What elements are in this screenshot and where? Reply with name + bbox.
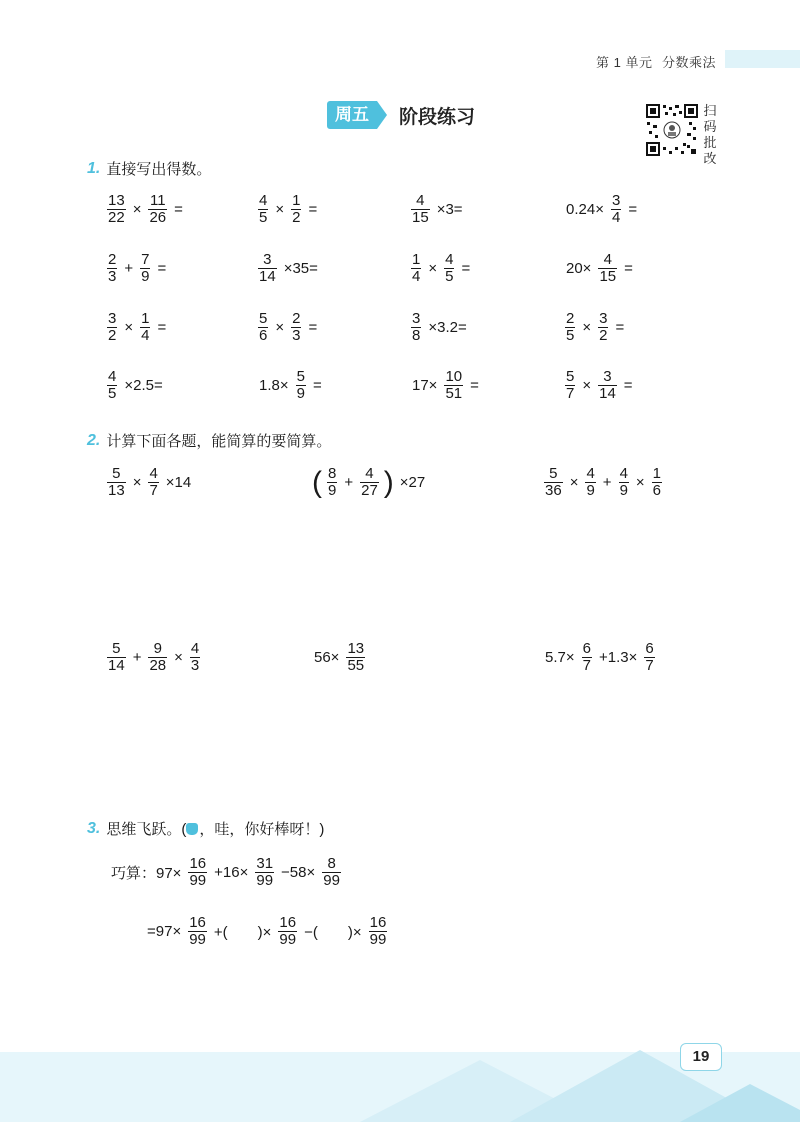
fraction xyxy=(258,311,268,344)
expression-text: ×3.2= xyxy=(428,319,467,336)
denominator: 7 xyxy=(582,657,591,674)
numerator: 6 xyxy=(645,640,654,657)
expression-text: = xyxy=(623,377,633,394)
fraction xyxy=(327,466,337,499)
question-1-heading xyxy=(87,158,211,179)
numerator: 4 xyxy=(259,192,268,209)
fraction xyxy=(585,466,595,499)
numerator: 3 xyxy=(603,368,612,385)
numerator: 2 xyxy=(108,251,117,268)
question-text: 思维飞跃。( xyxy=(106,821,187,838)
oral-calc-item xyxy=(562,193,641,226)
fraction xyxy=(544,466,563,499)
question-number: 2. xyxy=(87,431,101,449)
footer-decoration xyxy=(360,1040,800,1122)
fraction xyxy=(411,252,421,285)
numerator: 8 xyxy=(327,855,336,872)
expression-text: = xyxy=(461,260,471,277)
trick-calculation-line-2 xyxy=(143,915,390,948)
numerator: 7 xyxy=(141,251,150,268)
expression-text: = xyxy=(615,319,625,336)
question-number: 1. xyxy=(87,159,101,177)
scan-to-grade-label xyxy=(703,103,717,167)
denominator: 15 xyxy=(599,268,617,285)
expression-text: = xyxy=(157,319,167,336)
fraction xyxy=(296,369,306,402)
denominator: 9 xyxy=(328,482,337,499)
denominator: 14 xyxy=(259,268,276,285)
denominator: 55 xyxy=(347,657,365,674)
denominator: 15 xyxy=(412,209,429,226)
fraction xyxy=(322,856,341,889)
expression-text: = xyxy=(470,377,479,394)
expression-text: = xyxy=(628,201,638,218)
numerator: 6 xyxy=(582,640,591,657)
denominator: 14 xyxy=(108,657,125,674)
expression-text: ×35= xyxy=(283,260,318,277)
scan-char: 码 xyxy=(703,119,717,134)
denominator: 9 xyxy=(296,385,305,402)
oral-calc-item xyxy=(408,252,474,285)
oral-calc-item xyxy=(408,369,483,402)
numerator: 8 xyxy=(328,465,337,482)
header-accent-bar xyxy=(725,50,800,68)
numerator: 4 xyxy=(149,465,158,482)
fraction xyxy=(565,369,575,402)
thumbs-up-icon xyxy=(186,823,198,835)
numerator: 1 xyxy=(141,310,150,327)
denominator: 4 xyxy=(611,209,621,226)
oral-calc-item xyxy=(104,252,170,285)
calc-item xyxy=(104,466,195,499)
fraction xyxy=(188,856,207,889)
expression-text: × xyxy=(582,377,592,394)
oral-calc-item xyxy=(104,369,167,402)
denominator: 7 xyxy=(645,657,654,674)
expression-text: × xyxy=(635,474,645,491)
expression-text: ×2.5= xyxy=(124,377,163,394)
expression-text: ×27 xyxy=(399,474,426,491)
calc-item xyxy=(541,641,658,674)
denominator: 2 xyxy=(108,327,117,344)
expression-text: 5.7× xyxy=(545,649,575,666)
expression-text: × xyxy=(124,319,134,336)
fraction xyxy=(190,641,200,674)
numerator: 4 xyxy=(365,465,374,482)
parenthesis: ) xyxy=(383,465,394,499)
expression-text: = xyxy=(312,377,322,394)
denominator: 22 xyxy=(108,209,125,226)
fraction xyxy=(411,311,421,344)
denominator: 5 xyxy=(108,385,117,402)
numerator: 5 xyxy=(549,465,558,482)
denominator: 2 xyxy=(292,209,301,226)
numerator: 1 xyxy=(412,251,421,268)
question-text: 计算下面各题，能简算的要简算。 xyxy=(106,433,332,450)
oral-calc-item xyxy=(255,252,322,285)
fraction xyxy=(258,193,268,226)
fraction xyxy=(411,193,430,226)
fraction xyxy=(291,311,301,344)
denominator: 51 xyxy=(445,385,463,402)
expression-text: × xyxy=(428,260,438,277)
expression-text: =97× xyxy=(147,923,182,940)
fraction xyxy=(598,252,617,285)
title-badge-arrow xyxy=(377,101,387,129)
oral-calc-item xyxy=(408,193,467,226)
question-3-heading xyxy=(87,818,324,839)
expression-text: +16× xyxy=(214,864,249,881)
numerator: 4 xyxy=(445,251,454,268)
header-topic: 分数乘法 xyxy=(662,55,717,70)
oral-calc-item xyxy=(562,311,628,344)
denominator: 3 xyxy=(190,657,200,674)
numerator: 5 xyxy=(112,640,121,657)
denominator: 3 xyxy=(292,327,301,344)
numerator: 13 xyxy=(108,192,125,209)
denominator: 99 xyxy=(189,931,206,948)
expression-text: 0.24× xyxy=(566,201,604,218)
denominator: 99 xyxy=(256,872,274,889)
expression-text: × xyxy=(569,474,579,491)
expression-text: × xyxy=(275,319,285,336)
fraction xyxy=(644,641,654,674)
denominator: 36 xyxy=(545,482,562,499)
denominator: 28 xyxy=(149,657,167,674)
denominator: 5 xyxy=(259,209,268,226)
fraction xyxy=(140,311,150,344)
expression-text: × xyxy=(582,319,592,336)
fraction xyxy=(148,193,167,226)
parenthesis: ( xyxy=(312,465,322,499)
numerator: 4 xyxy=(619,465,628,482)
calc-item xyxy=(541,466,665,499)
fraction xyxy=(291,193,301,226)
denominator: 14 xyxy=(599,385,616,402)
expression-text: ×3= xyxy=(436,201,463,218)
oral-calc-item xyxy=(255,193,321,226)
calc-item xyxy=(104,641,203,674)
fraction xyxy=(611,193,621,226)
expression-text: +1.3× xyxy=(598,649,638,666)
expression-text: −( )× xyxy=(304,924,362,941)
denominator: 99 xyxy=(369,931,387,948)
numerator: 10 xyxy=(445,368,463,385)
expression-text: 20× xyxy=(566,260,592,277)
scan-char: 批 xyxy=(703,135,717,150)
question-number: 3. xyxy=(87,819,101,837)
denominator: 4 xyxy=(141,327,150,344)
denominator: 7 xyxy=(149,482,158,499)
numerator: 4 xyxy=(190,640,200,657)
fraction xyxy=(107,641,126,674)
oral-calc-item xyxy=(562,369,637,402)
oral-calc-item xyxy=(104,311,170,344)
denominator: 99 xyxy=(279,931,297,948)
denominator: 6 xyxy=(652,482,662,499)
expression-text: 巧算：97× xyxy=(111,865,182,882)
title-text: 阶段练习 xyxy=(399,106,476,128)
expression-text: + xyxy=(602,474,612,491)
fraction xyxy=(188,915,207,948)
expression-text: +( )× xyxy=(213,924,272,941)
title-badge: 周五 xyxy=(327,101,377,129)
expression-text: ×14 xyxy=(165,474,192,491)
expression-text: = xyxy=(308,319,318,336)
numerator: 3 xyxy=(599,310,608,327)
fraction xyxy=(598,311,608,344)
trick-calculation-line-1 xyxy=(107,856,344,889)
expression-text: 1.8× xyxy=(259,377,289,394)
expression-text: + xyxy=(124,260,134,277)
expression-text: = xyxy=(174,201,183,218)
oral-calc-item xyxy=(562,252,637,285)
expression-text: −58× xyxy=(281,864,316,881)
denominator: 7 xyxy=(566,385,575,402)
question-text: 直接写出得数。 xyxy=(106,161,212,178)
numerator: 3 xyxy=(611,192,621,209)
fraction xyxy=(140,252,150,285)
denominator: 3 xyxy=(108,268,117,285)
denominator: 8 xyxy=(412,327,421,344)
numerator: 5 xyxy=(566,368,575,385)
numerator: 3 xyxy=(263,251,272,268)
calc-item xyxy=(310,641,368,674)
expression-text: × xyxy=(275,201,285,218)
oral-calc-item xyxy=(104,193,187,226)
expression-text: × xyxy=(174,649,183,666)
numerator: 16 xyxy=(279,914,297,931)
expression-text: × xyxy=(132,474,142,491)
fraction xyxy=(652,466,662,499)
expression-text: = xyxy=(308,201,318,218)
numerator: 3 xyxy=(108,310,117,327)
fraction xyxy=(444,369,463,402)
denominator: 6 xyxy=(259,327,268,344)
fraction xyxy=(107,193,126,226)
denominator: 9 xyxy=(619,482,628,499)
numerator: 31 xyxy=(256,855,274,872)
fraction xyxy=(444,252,454,285)
fraction xyxy=(582,641,592,674)
fraction xyxy=(565,311,575,344)
denominator: 9 xyxy=(586,482,595,499)
question-text-tail: ，哇，你好棒呀！) xyxy=(199,821,325,838)
denominator: 13 xyxy=(108,482,125,499)
denominator: 27 xyxy=(361,482,378,499)
denominator: 5 xyxy=(566,327,575,344)
fraction xyxy=(107,369,117,402)
qr-code-icon[interactable] xyxy=(645,103,699,157)
numerator: 16 xyxy=(369,914,387,931)
expression-text: 56× xyxy=(314,649,340,666)
fraction xyxy=(369,915,388,948)
numerator: 4 xyxy=(416,192,425,209)
numerator: 4 xyxy=(586,465,595,482)
fraction xyxy=(598,369,617,402)
numerator: 13 xyxy=(347,640,365,657)
numerator: 16 xyxy=(189,914,206,931)
expression-text: = xyxy=(157,260,167,277)
fraction xyxy=(346,641,365,674)
numerator: 2 xyxy=(566,310,575,327)
oral-calc-item xyxy=(255,311,321,344)
denominator: 99 xyxy=(323,872,340,889)
numerator: 9 xyxy=(153,640,162,657)
numerator: 5 xyxy=(259,310,268,327)
scan-char: 改 xyxy=(703,151,717,166)
numerator: 1 xyxy=(292,192,301,209)
numerator: 11 xyxy=(150,192,166,209)
page-number: 19 xyxy=(680,1043,722,1071)
fraction xyxy=(107,252,117,285)
expression-text: × xyxy=(132,201,142,218)
numerator: 5 xyxy=(296,368,305,385)
numerator: 2 xyxy=(292,310,301,327)
numerator: 5 xyxy=(112,465,121,482)
fraction xyxy=(107,311,117,344)
numerator: 3 xyxy=(412,310,421,327)
fraction xyxy=(148,641,167,674)
denominator: 26 xyxy=(149,209,167,226)
oral-calc-item xyxy=(255,369,326,402)
numerator: 16 xyxy=(189,855,207,872)
oral-calc-item xyxy=(408,311,471,344)
fraction xyxy=(107,466,126,499)
calc-item xyxy=(310,466,429,499)
numerator: 4 xyxy=(108,368,117,385)
fraction xyxy=(255,856,274,889)
scan-char: 扫 xyxy=(703,103,717,118)
fraction xyxy=(258,252,277,285)
header-unit: 第 1 单元 xyxy=(596,55,653,70)
denominator: 9 xyxy=(141,268,150,285)
expression-text: = xyxy=(624,260,633,277)
denominator: 4 xyxy=(412,268,421,285)
fraction xyxy=(360,466,379,499)
fraction xyxy=(148,466,158,499)
denominator: 99 xyxy=(189,872,207,889)
expression-text: 17× xyxy=(412,377,438,394)
expression-text: + xyxy=(132,649,142,666)
expression-text: + xyxy=(344,474,354,491)
denominator: 2 xyxy=(599,327,608,344)
numerator: 1 xyxy=(652,465,662,482)
denominator: 5 xyxy=(445,268,454,285)
question-2-heading xyxy=(87,430,331,451)
numerator: 4 xyxy=(603,251,612,268)
fraction xyxy=(619,466,629,499)
page-title xyxy=(327,101,475,129)
fraction xyxy=(278,915,297,948)
